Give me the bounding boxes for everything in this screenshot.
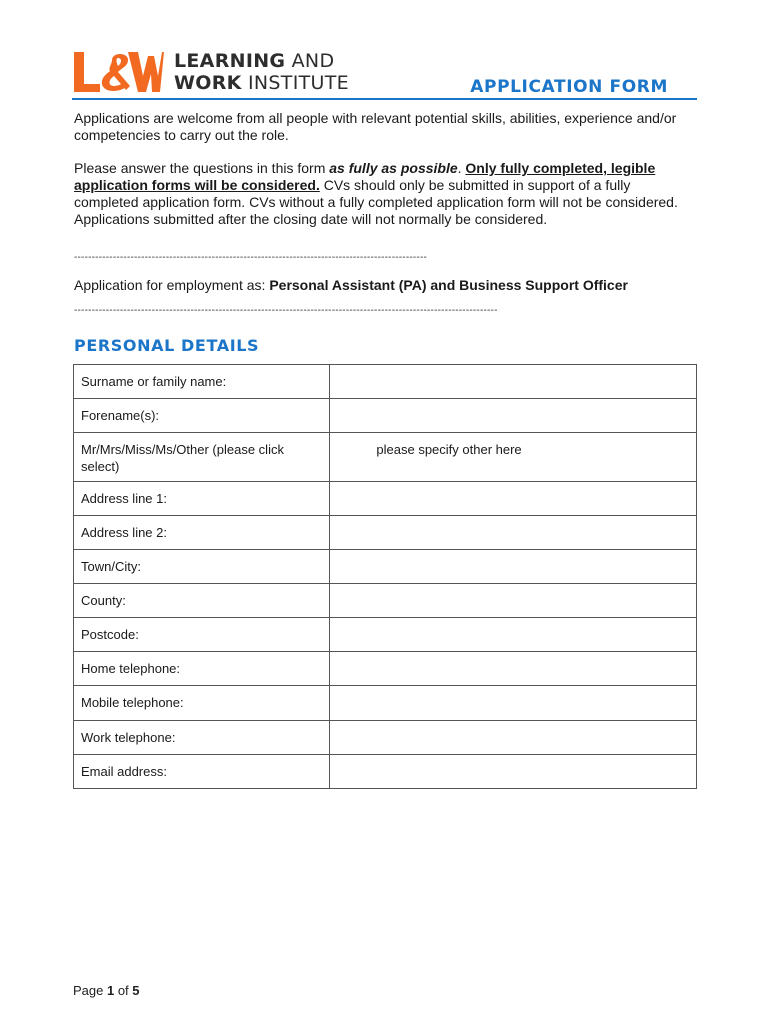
table-row <box>74 618 697 652</box>
title-other-placeholder: please specify other here <box>376 442 522 457</box>
postcode-field[interactable] <box>330 618 697 652</box>
table-row <box>74 482 697 516</box>
address-line-2-field[interactable] <box>330 516 697 550</box>
intro-p2-text-1: Please answer the questions in this form <box>74 160 330 176</box>
row-label-town: Town/City: <box>74 550 330 584</box>
address-line-1-field[interactable] <box>330 482 697 516</box>
row-label-postcode: Postcode: <box>74 618 330 652</box>
employment-prefix: Application for employment as: <box>74 277 270 293</box>
employment-line <box>74 277 628 294</box>
table-row <box>74 516 697 550</box>
work-telephone-field[interactable] <box>330 721 697 755</box>
row-label-work-telephone: Work telephone: <box>74 721 330 755</box>
footer-of-word: of <box>114 983 133 998</box>
personal-details-table <box>73 364 697 789</box>
county-field[interactable] <box>330 584 697 618</box>
table-row <box>74 721 697 755</box>
row-label-title: Mr/Mrs/Miss/Ms/Other (please click select) <box>74 433 330 482</box>
row-label-mobile-telephone: Mobile telephone: <box>74 686 330 721</box>
intro-paragraph-1: Applications are welcome from all people with relevant potential skills, abilities, experience and/or competencies to carry out the role. <box>74 110 677 143</box>
row-label-county: County: <box>74 584 330 618</box>
row-label-address-2: Address line 2: <box>74 516 330 550</box>
table-row <box>74 433 697 482</box>
table-row <box>74 365 697 399</box>
dashed-divider-1: ---------------------------------------------------------------------------------------------------- <box>74 252 428 263</box>
table-row <box>74 652 697 686</box>
intro-p2-underlined: Only fully completed, legible application forms will be considered. <box>74 160 656 193</box>
row-label-forenames: Forename(s): <box>74 399 330 433</box>
row-label-home-telephone: Home telephone: <box>74 652 330 686</box>
form-title: APPLICATION FORM <box>470 77 668 97</box>
table-row <box>74 550 697 584</box>
row-label-address-1: Address line 1: <box>74 482 330 516</box>
footer-current-page: 1 <box>106 983 115 998</box>
logo-text-institute: INSTITUTE <box>241 72 349 94</box>
row-label-email: Email address: <box>74 755 330 789</box>
dashed-divider-2: ------------------------------------------------------------------------------------------------------------------------ <box>74 305 498 316</box>
intro-p2-text-2: . <box>457 160 466 176</box>
title-other-field[interactable] <box>330 433 697 482</box>
logo-text-learning: LEARNING <box>174 50 286 72</box>
lw-logo-mark <box>72 50 164 94</box>
employment-role: Personal Assistant (PA) and Business Support Officer <box>269 277 628 293</box>
logo <box>72 50 349 94</box>
forenames-field[interactable] <box>330 399 697 433</box>
table-row <box>74 755 697 789</box>
logo-text-and: AND <box>285 50 335 72</box>
table-row <box>74 399 697 433</box>
header-divider <box>72 98 697 100</box>
intro-p2-emphasis: as fully as possible <box>329 160 458 176</box>
footer-total-pages: 5 <box>132 983 140 998</box>
surname-field[interactable] <box>330 365 697 399</box>
table-row <box>74 686 697 721</box>
footer-page-word: Page <box>73 983 107 998</box>
intro-p2-text-3: CVs should only be submitted in support of a fully completed application form. CVs without a fully completed application form will not be considered. Applications submitted after the closing date will not normally be considered. <box>74 177 678 227</box>
town-field[interactable] <box>330 550 697 584</box>
logo-text-work: WORK <box>174 72 242 94</box>
mobile-telephone-field[interactable] <box>330 686 697 721</box>
email-field[interactable] <box>330 755 697 789</box>
logo-wordmark <box>174 50 349 94</box>
row-label-surname: Surname or family name: <box>74 365 330 399</box>
intro-paragraph-2 <box>74 160 694 228</box>
home-telephone-field[interactable] <box>330 652 697 686</box>
table-row <box>74 584 697 618</box>
page-footer <box>73 983 140 998</box>
section-heading-personal-details: PERSONAL DETAILS <box>74 336 260 355</box>
